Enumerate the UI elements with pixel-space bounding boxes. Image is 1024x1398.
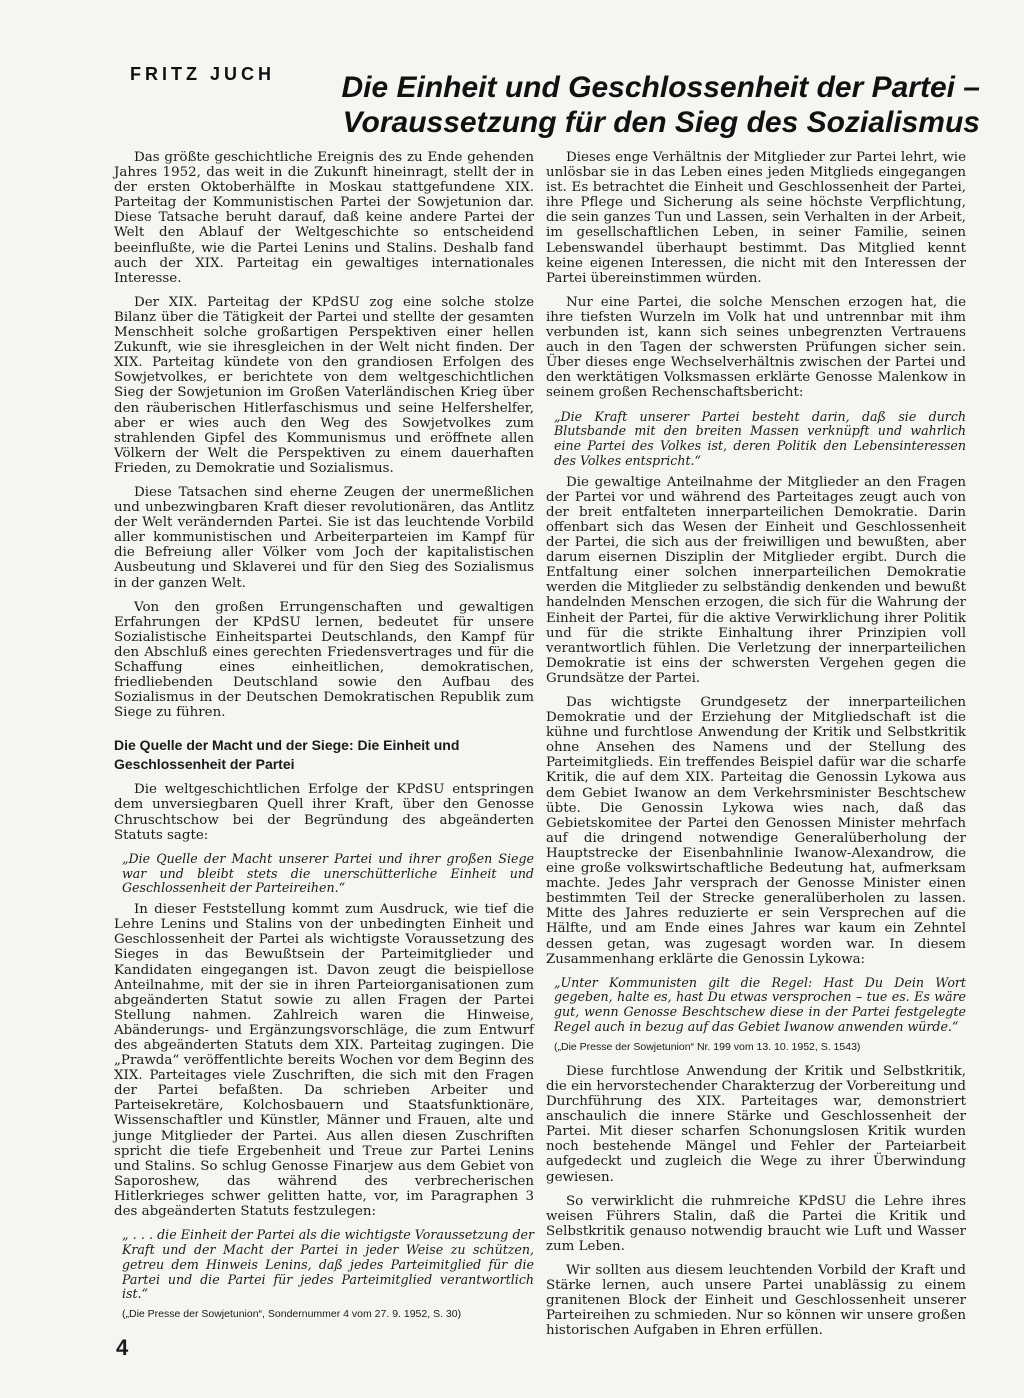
paragraph: Diese Tatsachen sind eherne Zeugen der unermeßlichen und unbezwingbaren Kraft dieser revolutionären, das Antlitz der Welt verändernden Partei. Sie ist das leuchtende Vorbild aller kommunistischen und Arbeiterparteien im Kampf für die Befreiung aller Völker vom Joch der kapitalistischen Ausbeutung und Sklaverei und für den Sieg des Sozialismus in der ganzen Welt.: [114, 484, 534, 591]
paragraph: Das größte geschichtliche Ereignis des zu Ende gehenden Jahres 1952, das weit in die Zukunft hineinragt, stellt der in der ersten Oktoberhälfte in Moskau stattgefundene XIX. Parteitag der Kommunistischen Partei der Sowjetunion dar. Diese Tatsache beruht darauf, daß keine andere Partei der Welt den Ablauf der Weltgeschichte so entscheidend beeinflußte, wie die Partei Lenins und Stalins. Deshalb fand auch der XIX. Parteitag ein gewaltiges internationales Interesse.: [114, 150, 534, 286]
paragraph: Wir sollten aus diesem leuchtenden Vorbild der Kraft und Stärke lernen, auch unsere Partei unablässig zu einem granitenen Block der Einheit und Geschlossenheit unserer Parteireihen zu schmieden. Nur so können wir unsere großen historischen Aufgaben in Ehren erfüllen.: [546, 1263, 966, 1339]
paragraph: Die weltgeschichtlichen Erfolge der KPdSU entspringen dem unversiegbaren Quell ihrer Kraft, über den Genosse Chruschtschow bei der Begründung des abgeänderten Statuts sagte:: [114, 782, 534, 843]
author-name: FRITZ JUCH: [130, 64, 275, 84]
section-heading: Die Quelle der Macht und der Siege: Die Einheit und Geschlossenheit der Partei: [114, 737, 460, 773]
article-title: Die Einheit und Geschlossenheit der Partei – Voraussetzung für den Sieg des Sozialismus: [341, 71, 980, 139]
citation-source: („Die Presse der Sowjetunion“, Sondernummer 4 vom 27. 9. 1952, S. 30): [122, 1308, 462, 1321]
paragraph: Dieses enge Verhältnis der Mitglieder zur Partei lehrt, wie unlösbar sie in das Leben eines jeden Mitglieds eingegangen ist. Es betrachtet die Einheit und Geschlossenheit der Partei, ihre Pflege und Sicherung als seine höchste Verpflichtung, die sein ganzes Tun und Lassen, sein Verhalten in der Arbeit, im gesellschaftlichen Leben, in seiner Familie, seinen Lebenswandel überhaupt bestimmt. Das Mitglied kennt keine eigenen Interessen, die nicht mit den Interessen der Partei übereinstimmen würden.: [546, 150, 966, 286]
paragraph: Das wichtigste Grundgesetz der innerparteilichen Demokratie und der Erziehung der Mitgliedschaft ist die kühne und furchtlose Anwendung der Kritik und Selbstkritik ohne Ansehen des Namens und der Stellung des Parteimitglieds. Ein treffendes Beispiel dafür war die scharfe Kritik, die auf dem XIX. Parteitag die Genossin Lykowa aus dem Gebiet Iwanow an dem Verkehrsminister Beschtschew übte. Die Genossin Lykowa wies nach, daß das Gebietskomitee der Partei den Genossen Minister mehrfach auf die dringend notwendige Generalüberholung der Hauptstrecke der Eisenbahnlinie Iwanow-Alexandrow, die eine große volkswirtschaftliche Bedeutung hat, aufmerksam machte. Jedes Jahr versprach der Genosse Minister einen bestimmten Teil der Strecke generalüberholen zu lassen. Mitte des Jahres reduzierte er sein Versprechen auf die Hälfte, und am Ende eines Jahres war kaum ein Zehntel dessen getan, was zugesagt worden war. In diesem Zusammenhang erklärte die Genossin Lykowa:: [546, 695, 966, 967]
block-quote: „Die Quelle der Macht unserer Partei und ihrer großen Siege war und bleibt stets die unerschütterliche Einheit und Geschlossenheit der Parteireihen.“: [122, 850, 534, 896]
page-number: 4: [116, 1335, 129, 1360]
paragraph: In dieser Feststellung kommt zum Ausdruck, wie tief die Lehre Lenins und Stalins von der unbedingten Einheit und Geschlossenheit der Partei als wichtigste Voraussetzung des Sieges in das Bewußtsein der Parteimitglieder und Kandidaten eingegangen ist. Davon zeugt die beispiellose Anteilnahme, mit der sie in ihren Parteiorganisationen zum abgeänderten Statut sowie zu allen Fragen der Partei Stellung nahmen. Zahlreich waren die Hinweise, Abänderungs- und Ergänzungsvorschläge, die zum Entwurf des abgeänderten Statuts dem XIX. Parteitag zugingen. Die „Prawda“ veröffentlichte bereits Wochen vor dem Beginn des XIX. Parteitages viele Zuschriften, die sich mit den Fragen der Partei befaßten. Da schrieben Arbeiter und Parteisekretäre, Kolchosbauern und Staatsfunktionäre, Wissenschaftler und Künstler, Männer und Frauen, alte und junge Mitglieder der Partei. Aus allen diesen Zuschriften spricht die tiefe Ergebenheit und Treue zur Partei Lenins und Stalins. So schlug Genosse Finarjew aus dem Gebiet von Saporoshew, das während des verbrecherischen Hitlerkrieges schwer gelitten hatte, vor, im Paragraphen 3 des abgeänderten Statuts festzulegen:: [114, 902, 534, 1220]
right-column: [546, 150, 966, 1347]
block-quote: „Unter Kommunisten gilt die Regel: Hast Du Dein Wort gegeben, halte es, hast Du etwas versprochen – tue es. Es wäre gut, wenn Genosse Beschtschew diese in der Partei festgelegte Regel auch in bezug auf das Gebiet Iwanow anwenden würde.“: [554, 974, 966, 1035]
block-quote: „Die Kraft unserer Partei besteht darin, daß sie durch Blutsbande mit den breiten Massen verknüpft und wahrlich eine Partei des Volkes ist, deren Politik den Lebensinteressen des Volkes entspricht.“: [554, 408, 966, 468]
paragraph: Nur eine Partei, die solche Menschen erzogen hat, die ihre tiefsten Wurzeln im Volk hat und untrennbar mit ihm verbunden ist, kann sich seines unbegrenzten Vertrauens auch in den Tagen der schwersten Prüfungen sicher sein. Über dieses enge Wechselverhältnis zwischen der Partei und den werktätigen Volksmassen erklärte Genosse Malenkow in seinem großen Rechenschaftsbericht:: [546, 294, 966, 401]
paragraph: So verwirklicht die ruhmreiche KPdSU die Lehre ihres weisen Führers Stalin, daß die Partei die Kritik und Selbstkritik genauso notwendig braucht wie Luft und Wasser zum Leben.: [546, 1193, 966, 1254]
block-quote: „ . . . die Einheit der Partei als die wichtigste Voraussetzung der Kraft und der Macht der Partei in jeder Weise zu schützen, getreu dem Hinweis Lenins, daß jedes Parteimitglied für die Partei und die Partei für jedes Parteimitglied verantwortlich ist.“: [122, 1227, 534, 1302]
paragraph: Diese furchtlose Anwendung der Kritik und Selbstkritik, die ein hervorstechender Charakterzug der Vorbereitung und Durchführung des XIX. Parteitages war, demonstriert anschaulich die innere Stärke und Geschlossenheit der Partei. Mit dieser scharfen Schonungslosen Kritik wurden noch bestehende Mängel und Fehler der Parteiarbeit aufgedeckt und zugleich die Wege zu ihrer Überwindung gewiesen.: [546, 1063, 966, 1185]
paragraph: Von den großen Errungenschaften und gewaltigen Erfahrungen der KPdSU lernen, bedeutet für unsere Sozialistische Einheitspartei Deutschlands, den Kampf für den Abschluß eines gerechten Friedensvertrages und für die Schaffung eines einheitlichen, demokratischen, friedliebenden Deutschland sowie den Aufbau des Sozialismus in der Deutschen Demokratischen Republik zum Siege zu führen.: [114, 599, 534, 721]
left-column: [114, 150, 534, 1331]
paragraph: Der XIX. Parteitag der KPdSU zog eine solche stolze Bilanz über die Tätigkeit der Partei und stellte der gesamten Menschheit solche großartigen Perspektiven einer hellen Zukunft, wie sie ihresgleichen in der Welt nicht finden. Der XIX. Parteitag kündete von den grandiosen Erfolgen des Sowjetvolkes, er berichtete von dem weltgeschichtlichen Sieg der Sowjetunion im Großen Vaterländischen Krieg über den räuberischen Hitlerfaschismus und seine Helfershelfer, aber er wies auch den Weg des Sowjetvolkes zum strahlenden Gipfel des Kommunismus und eröffnete allen Völkern der Welt die Perspektiven zu einem dauerhaften Frieden, zu Demokratie und Sozialismus.: [114, 294, 534, 476]
citation-source: („Die Presse der Sowjetunion“ Nr. 199 vom 13. 10. 1952, S. 1543): [554, 1040, 861, 1053]
paragraph: Die gewaltige Anteilnahme der Mitglieder an den Fragen der Partei vor und während des Parteitages zeugt auch von der breit entfalteten innerparteilichen Demokratie. Darin offenbart sich das Wesen der Einheit und Geschlossenheit der Partei, die sich aus der freiwilligen und bewußten, aber darum eisernen Disziplin der Mitglieder ergibt. Durch die Entfaltung einer solchen innerparteilichen Demokratie werden die Mitglieder zu selbständig denkenden und bewußt handelnden Menschen erzogen, die sich für die Wahrung der Einheit der Partei, für die aktive Verwirklichung ihrer Politik und für die strikte Einhaltung ihrer Prinzipien voll verantwortlich fühlen. Die Verletzung der innerparteilichen Demokratie ist eins der schwersten Vergehen gegen die Grundsätze der Partei.: [546, 474, 966, 686]
